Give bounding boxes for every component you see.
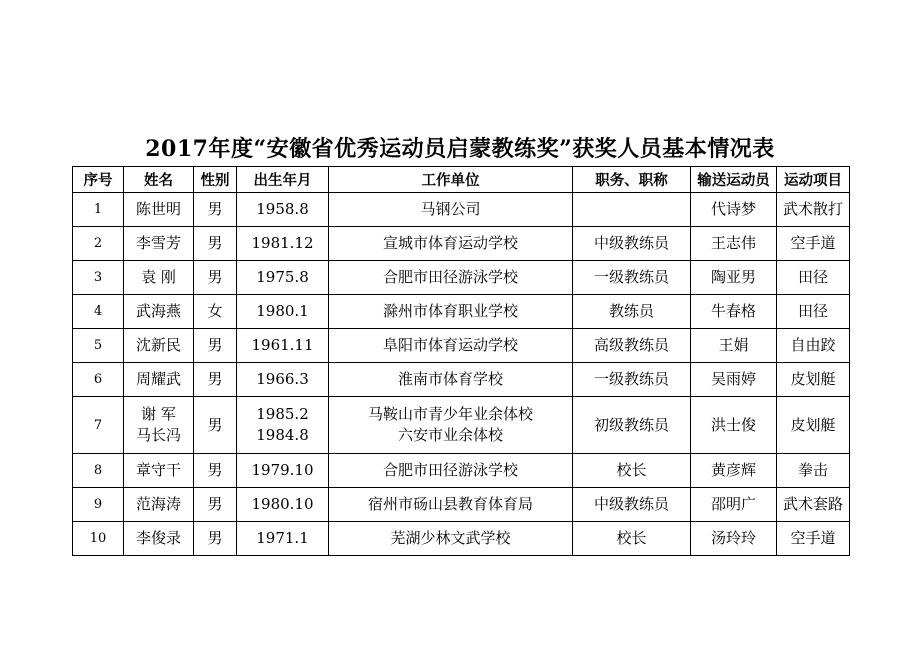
cell-birth-line: 1981.12	[251, 234, 314, 252]
cell-athlete: 邵明广	[691, 488, 777, 522]
cell-title: 校长	[573, 454, 691, 488]
cell-birth-line: 1971.1	[256, 529, 309, 547]
cell-unit-line: 马钢公司	[420, 200, 481, 218]
cell-name-line: 李雪芳	[135, 234, 181, 252]
cell-sport: 拳击	[777, 454, 850, 488]
table-row	[73, 522, 850, 556]
table-row	[73, 193, 850, 227]
cell-birth-line: 1958.8	[256, 200, 309, 218]
cell-name-line: 章守干	[135, 461, 181, 479]
cell-birth-line: 1961.11	[251, 336, 314, 354]
cell-unit	[329, 295, 573, 329]
cell-sport: 武术套路	[777, 488, 850, 522]
table-row	[73, 261, 850, 295]
cell-athlete: 陶亚男	[691, 261, 777, 295]
header-row	[73, 167, 850, 193]
cell-no: 3	[73, 261, 124, 295]
cell-unit	[329, 329, 573, 363]
cell-birth-line: 1985.2	[256, 405, 309, 423]
cell-unit	[329, 454, 573, 488]
table-row	[73, 397, 850, 454]
cell-athlete: 王娟	[691, 329, 777, 363]
cell-no: 2	[73, 227, 124, 261]
header-cell-athlete: 输送运动员	[691, 167, 777, 193]
cell-athlete: 洪士俊	[691, 397, 777, 454]
cell-unit-line: 马鞍山市青少年业余体校	[367, 405, 533, 423]
cell-title: 高级教练员	[573, 329, 691, 363]
cell-title	[573, 193, 691, 227]
cell-unit	[329, 227, 573, 261]
cell-unit-line: 阜阳市体育运动学校	[382, 336, 518, 354]
cell-unit-line: 淮南市体育学校	[397, 370, 503, 388]
cell-birth	[237, 397, 329, 454]
cell-gender: 男	[194, 261, 237, 295]
cell-gender: 男	[194, 397, 237, 454]
cell-gender: 男	[194, 363, 237, 397]
cell-gender: 男	[194, 227, 237, 261]
cell-no: 10	[73, 522, 124, 556]
cell-title: 一级教练员	[573, 363, 691, 397]
cell-birth	[237, 522, 329, 556]
cell-birth	[237, 261, 329, 295]
cell-name-line: 武海燕	[135, 302, 181, 320]
cell-name	[124, 488, 194, 522]
cell-name	[124, 295, 194, 329]
cell-no: 8	[73, 454, 124, 488]
cell-unit-line: 宣城市体育运动学校	[382, 234, 518, 252]
cell-athlete: 吴雨婷	[691, 363, 777, 397]
cell-no: 7	[73, 397, 124, 454]
cell-name-line: 马长冯	[135, 426, 181, 444]
cell-gender: 男	[194, 454, 237, 488]
cell-no: 4	[73, 295, 124, 329]
cell-name	[124, 329, 194, 363]
cell-name	[124, 261, 194, 295]
cell-name	[124, 227, 194, 261]
cell-sport: 田径	[777, 295, 850, 329]
cell-birth-line: 1980.10	[251, 495, 314, 513]
cell-gender: 女	[194, 295, 237, 329]
cell-name-line: 范海涛	[135, 495, 181, 513]
table-row	[73, 363, 850, 397]
cell-unit-line: 宿州市砀山县教育体育局	[367, 495, 533, 513]
header-cell-title: 职务、职称	[573, 167, 691, 193]
cell-birth	[237, 329, 329, 363]
awardee-table	[72, 166, 850, 556]
cell-title: 一级教练员	[573, 261, 691, 295]
cell-title: 初级教练员	[573, 397, 691, 454]
header-cell-birth: 出生年月	[237, 167, 329, 193]
cell-sport: 自由跤	[777, 329, 850, 363]
header-cell-no: 序号	[73, 167, 124, 193]
cell-name-line: 李俊录	[135, 529, 181, 547]
table-row	[73, 454, 850, 488]
cell-sport: 空手道	[777, 522, 850, 556]
cell-name-line: 陈世明	[135, 200, 181, 218]
cell-birth	[237, 193, 329, 227]
cell-unit	[329, 397, 573, 454]
table-row	[73, 488, 850, 522]
document-title: 2017年度“安徽省优秀运动员启蒙教练奖”获奖人员基本情况表	[145, 136, 775, 162]
cell-birth	[237, 488, 329, 522]
cell-title: 校长	[573, 522, 691, 556]
cell-unit	[329, 261, 573, 295]
table-row	[73, 227, 850, 261]
cell-name	[124, 363, 194, 397]
cell-sport: 田径	[777, 261, 850, 295]
cell-no: 9	[73, 488, 124, 522]
cell-birth	[237, 454, 329, 488]
cell-gender: 男	[194, 488, 237, 522]
cell-gender: 男	[194, 522, 237, 556]
cell-no: 5	[73, 329, 124, 363]
cell-birth	[237, 227, 329, 261]
cell-birth-line: 1979.10	[251, 461, 314, 479]
cell-name-line: 谢 军	[141, 405, 176, 423]
cell-name-line: 袁 刚	[141, 268, 176, 286]
cell-athlete: 黄彦辉	[691, 454, 777, 488]
cell-sport: 武术散打	[777, 193, 850, 227]
cell-name	[124, 397, 194, 454]
cell-name-line: 周耀武	[135, 370, 181, 388]
cell-athlete: 牛春格	[691, 295, 777, 329]
cell-unit	[329, 522, 573, 556]
cell-name	[124, 454, 194, 488]
cell-athlete: 代诗梦	[691, 193, 777, 227]
cell-name	[124, 193, 194, 227]
cell-birth-line: 1975.8	[256, 268, 309, 286]
header-cell-gender: 性别	[194, 167, 237, 193]
cell-birth-line: 1966.3	[256, 370, 309, 388]
cell-unit-line: 合肥市田径游泳学校	[382, 461, 518, 479]
table-row	[73, 329, 850, 363]
cell-title: 教练员	[573, 295, 691, 329]
cell-unit	[329, 193, 573, 227]
cell-name	[124, 522, 194, 556]
cell-unit-line: 合肥市田径游泳学校	[382, 268, 518, 286]
cell-unit-line: 滁州市体育职业学校	[382, 302, 518, 320]
table-row	[73, 295, 850, 329]
header-cell-unit: 工作单位	[329, 167, 573, 193]
cell-sport: 皮划艇	[777, 363, 850, 397]
cell-gender: 男	[194, 193, 237, 227]
cell-unit	[329, 488, 573, 522]
header-cell-sport: 运动项目	[777, 167, 850, 193]
cell-title: 中级教练员	[573, 227, 691, 261]
cell-birth-line: 1980.1	[256, 302, 309, 320]
cell-name-line: 沈新民	[135, 336, 181, 354]
cell-no: 1	[73, 193, 124, 227]
table-body	[73, 193, 850, 556]
header-cell-name: 姓名	[124, 167, 194, 193]
cell-birth-line: 1984.8	[256, 426, 309, 444]
cell-gender: 男	[194, 329, 237, 363]
cell-athlete: 王志伟	[691, 227, 777, 261]
cell-unit	[329, 363, 573, 397]
cell-unit-line: 芜湖少林文武学校	[390, 529, 511, 547]
cell-birth	[237, 295, 329, 329]
cell-sport: 空手道	[777, 227, 850, 261]
cell-athlete: 汤玲玲	[691, 522, 777, 556]
cell-unit-line: 六安市业余体校	[397, 426, 503, 444]
cell-sport: 皮划艇	[777, 397, 850, 454]
cell-no: 6	[73, 363, 124, 397]
cell-birth	[237, 363, 329, 397]
cell-title: 中级教练员	[573, 488, 691, 522]
